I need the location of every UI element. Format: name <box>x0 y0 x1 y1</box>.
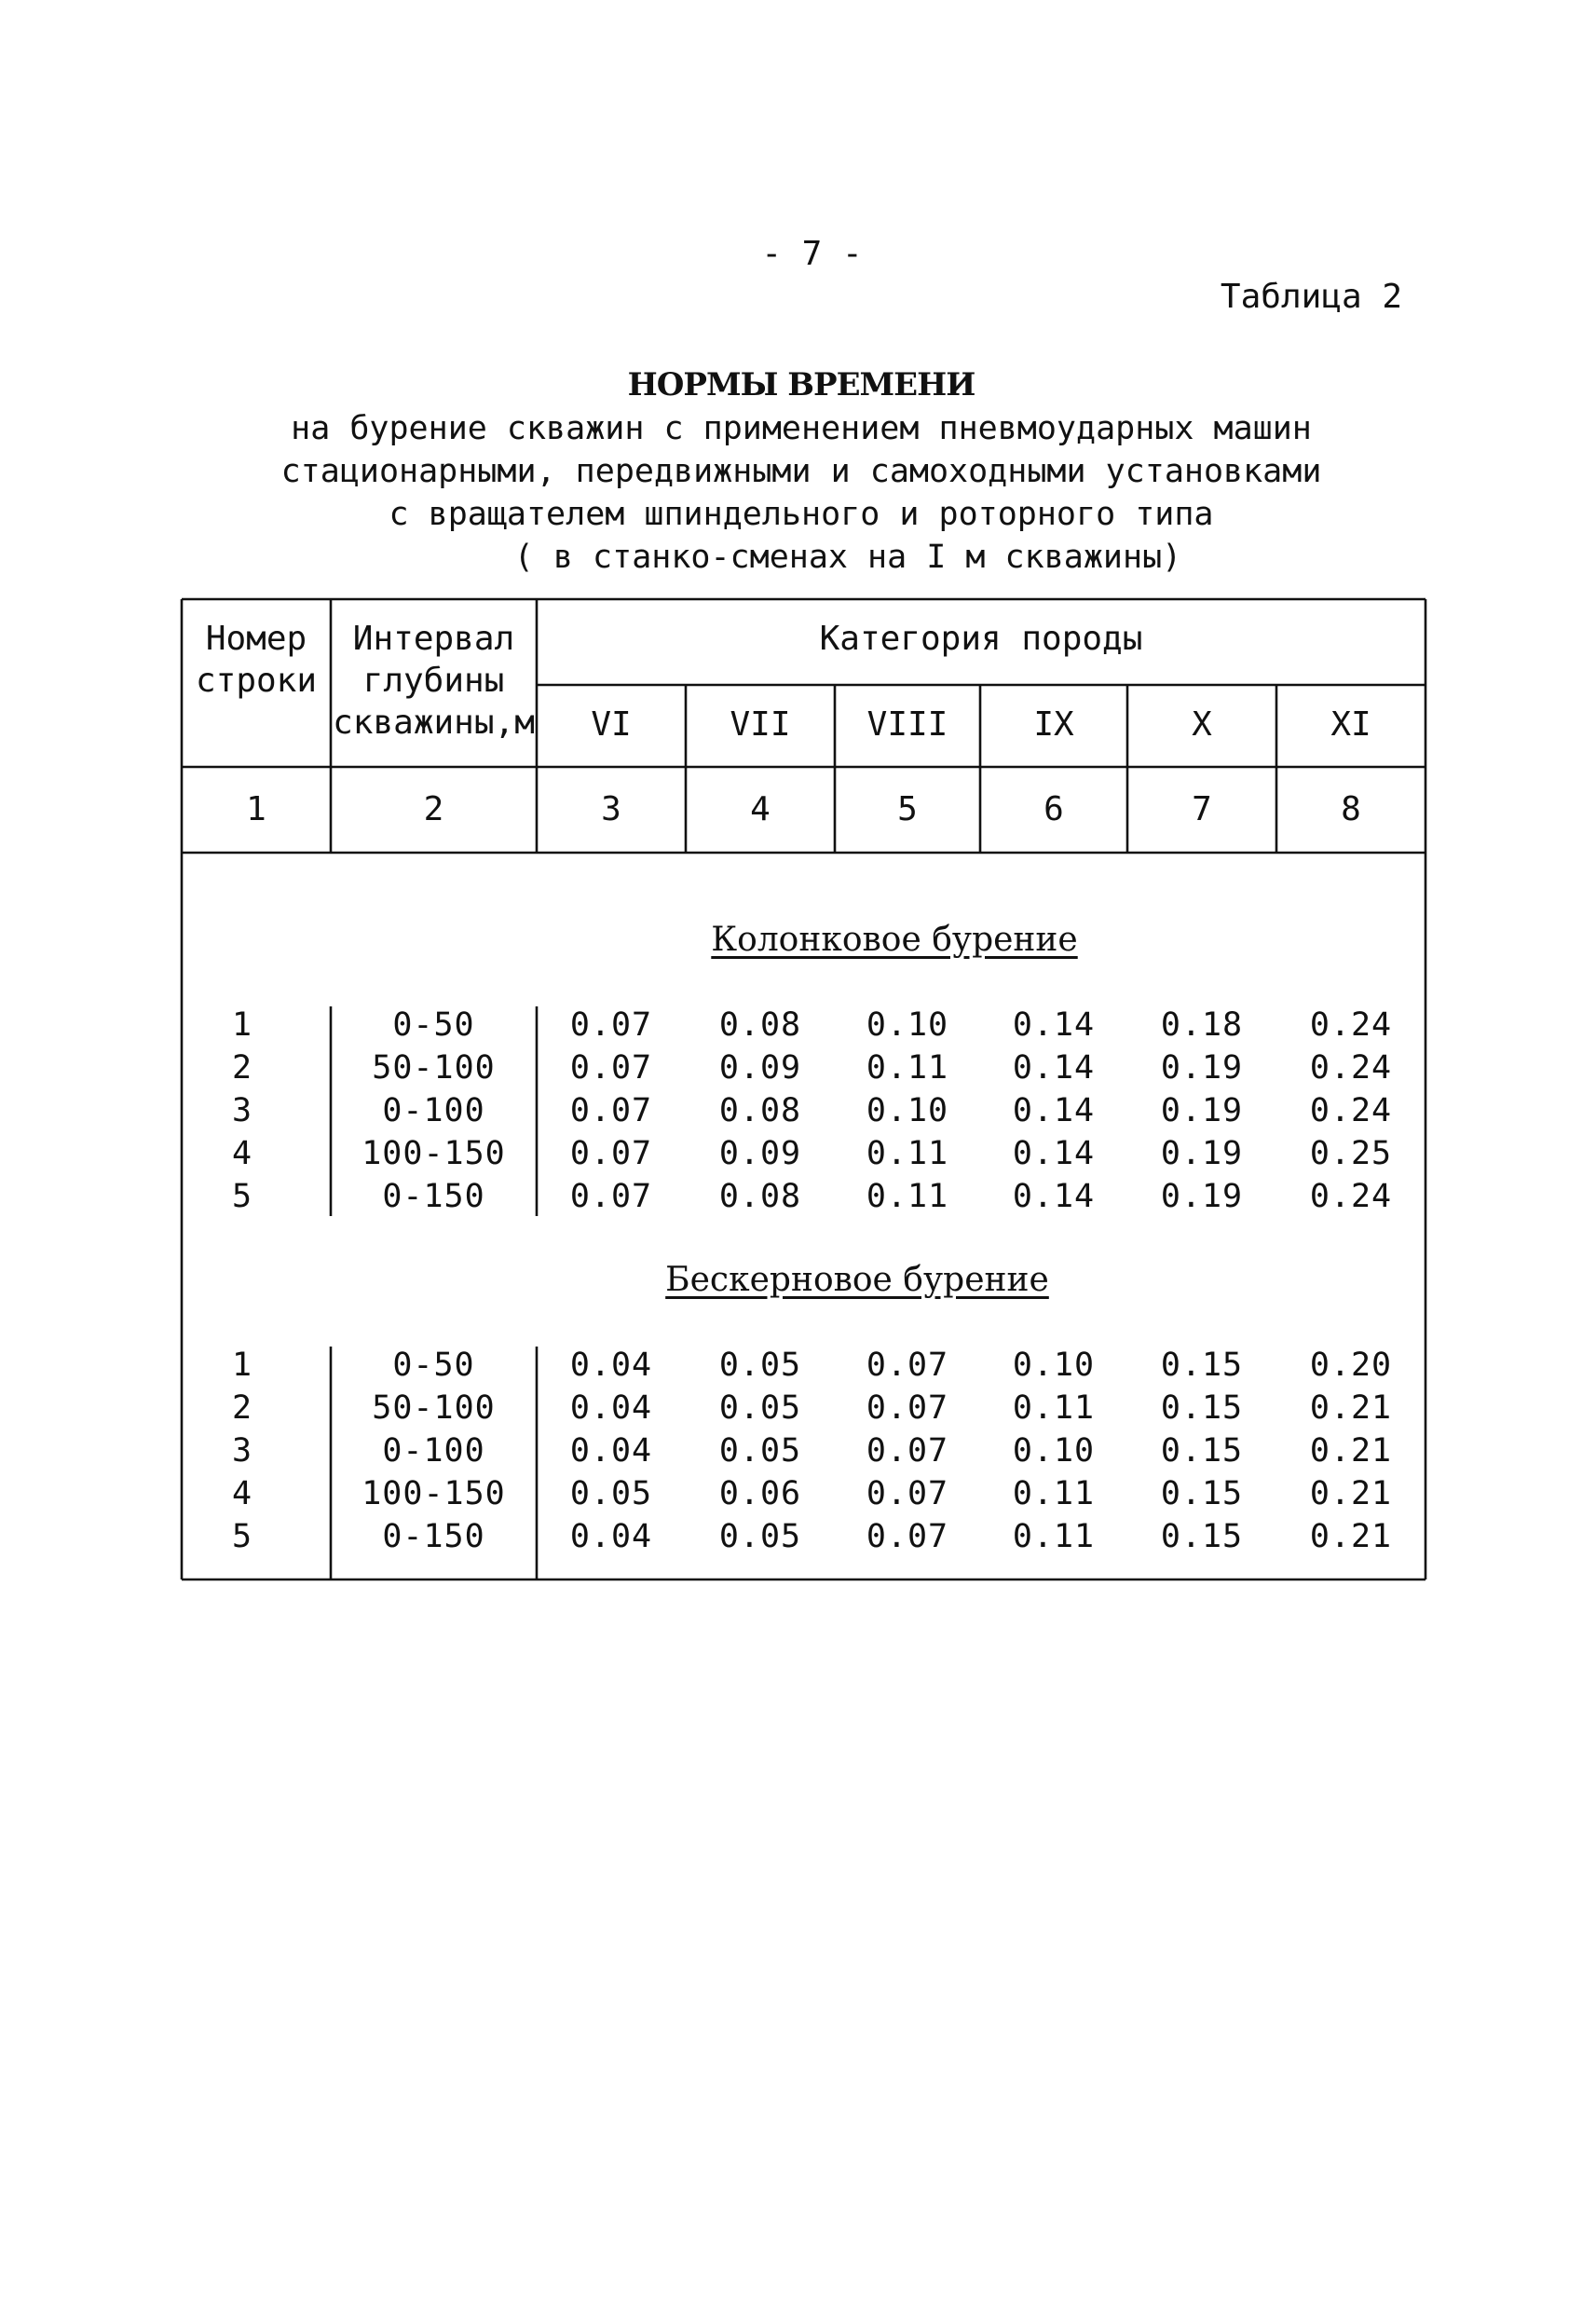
norm-value-cell: 0.20 <box>1309 1347 1393 1384</box>
header-category: Категория породы <box>819 620 1143 658</box>
norm-value-cell: 0.10 <box>1012 1432 1096 1470</box>
header-category-ix: IX <box>1033 705 1074 744</box>
section-title-coreless-drilling: Бескерновое бурение <box>665 1261 1049 1299</box>
norm-value-cell: 0.11 <box>1012 1475 1096 1512</box>
norm-value-cell: 0.21 <box>1309 1432 1393 1470</box>
norm-value-cell: 0.24 <box>1309 1049 1393 1087</box>
header-category-x: X <box>1192 705 1212 744</box>
depth-interval-cell: 0-100 <box>382 1432 485 1470</box>
norm-value-cell: 0.04 <box>569 1347 653 1384</box>
norm-value-cell: 0.15 <box>1160 1475 1244 1512</box>
norm-value-cell: 0.14 <box>1012 1178 1096 1215</box>
norm-value-cell: 0.14 <box>1012 1049 1096 1087</box>
column-number-1: 1 <box>246 790 266 828</box>
norm-value-cell: 0.07 <box>866 1518 949 1555</box>
norm-value-cell: 0.08 <box>718 1178 802 1215</box>
norm-value-cell: 0.10 <box>1012 1347 1096 1384</box>
row-number-cell: 1 <box>231 1347 253 1384</box>
norm-value-cell: 0.10 <box>866 1092 949 1129</box>
norm-value-cell: 0.15 <box>1160 1518 1244 1555</box>
depth-interval-cell: 100-150 <box>361 1135 506 1172</box>
norm-value-cell: 0.14 <box>1012 1006 1096 1044</box>
norm-value-cell: 0.24 <box>1309 1092 1393 1129</box>
row-number-cell: 5 <box>231 1518 253 1555</box>
norm-value-cell: 0.11 <box>1012 1389 1096 1427</box>
norm-value-cell: 0.04 <box>569 1432 653 1470</box>
row-number-cell: 4 <box>231 1475 253 1512</box>
norm-value-cell: 0.14 <box>1012 1135 1096 1172</box>
norm-value-cell: 0.11 <box>866 1049 949 1087</box>
column-number-7: 7 <box>1192 790 1212 828</box>
norm-value-cell: 0.07 <box>866 1432 949 1470</box>
norm-value-cell: 0.07 <box>866 1475 949 1512</box>
column-number-2: 2 <box>423 790 444 828</box>
norm-value-cell: 0.11 <box>1012 1518 1096 1555</box>
header-row-number-1: Номер <box>205 620 307 658</box>
header-row-number-2: строки <box>195 662 318 700</box>
norm-value-cell: 0.07 <box>569 1049 653 1087</box>
norm-value-cell: 0.19 <box>1160 1049 1244 1087</box>
column-number-3: 3 <box>601 790 621 828</box>
header-category-vii: VII <box>730 705 791 744</box>
row-number-cell: 2 <box>231 1389 253 1427</box>
title-line-3: с вращателем шпиндельного и роторного типа <box>389 496 1214 533</box>
column-number-4: 4 <box>750 790 771 828</box>
norm-value-cell: 0.21 <box>1309 1475 1393 1512</box>
column-number-6: 6 <box>1044 790 1064 828</box>
norm-value-cell: 0.14 <box>1012 1092 1096 1129</box>
header-interval-3: скважины,м <box>333 704 535 742</box>
norm-value-cell: 0.07 <box>569 1135 653 1172</box>
depth-interval-cell: 0-150 <box>382 1178 485 1215</box>
norm-value-cell: 0.10 <box>866 1006 949 1044</box>
depth-interval-cell: 0-100 <box>382 1092 485 1129</box>
norm-value-cell: 0.05 <box>718 1389 802 1427</box>
header-interval-2: глубины <box>362 662 505 700</box>
depth-interval-cell: 0-150 <box>382 1518 485 1555</box>
norm-value-cell: 0.11 <box>866 1178 949 1215</box>
row-number-cell: 3 <box>231 1432 253 1470</box>
norm-value-cell: 0.08 <box>718 1092 802 1129</box>
norm-value-cell: 0.19 <box>1160 1178 1244 1215</box>
norm-value-cell: 0.04 <box>569 1389 653 1427</box>
column-number-8: 8 <box>1341 790 1361 828</box>
header-category-xi: XI <box>1330 705 1371 744</box>
norm-value-cell: 0.18 <box>1160 1006 1244 1044</box>
depth-interval-cell: 50-100 <box>372 1389 496 1427</box>
row-number-cell: 5 <box>231 1178 253 1215</box>
norm-value-cell: 0.06 <box>718 1475 802 1512</box>
row-number-cell: 3 <box>231 1092 253 1129</box>
norm-value-cell: 0.25 <box>1309 1135 1393 1172</box>
norm-value-cell: 0.05 <box>569 1475 653 1512</box>
section-title-core-drilling: Колонковое бурение <box>711 921 1078 959</box>
depth-interval-cell: 50-100 <box>372 1049 496 1087</box>
row-number-cell: 4 <box>231 1135 253 1172</box>
norm-value-cell: 0.08 <box>718 1006 802 1044</box>
depth-interval-cell: 0-50 <box>392 1006 475 1044</box>
page-number: - 7 - <box>761 235 863 273</box>
depth-interval-cell: 0-50 <box>392 1347 475 1384</box>
norm-value-cell: 0.07 <box>866 1389 949 1427</box>
norm-value-cell: 0.07 <box>866 1347 949 1384</box>
title-line-1: на бурение скважин с применением пневмоударных машин <box>291 410 1312 447</box>
norm-value-cell: 0.04 <box>569 1518 653 1555</box>
header-category-viii: VIII <box>866 705 948 744</box>
norm-value-cell: 0.05 <box>718 1518 802 1555</box>
title-line-2: стационарными, передвижными и самоходными установками <box>280 453 1322 490</box>
table-title: НОРМЫ ВРЕМЕНИ <box>627 366 975 403</box>
norm-value-cell: 0.19 <box>1160 1092 1244 1129</box>
norm-value-cell: 0.24 <box>1309 1178 1393 1215</box>
row-number-cell: 2 <box>231 1049 253 1087</box>
norm-value-cell: 0.09 <box>718 1049 802 1087</box>
norm-value-cell: 0.21 <box>1309 1389 1393 1427</box>
norm-value-cell: 0.09 <box>718 1135 802 1172</box>
norm-value-cell: 0.11 <box>866 1135 949 1172</box>
table-label: Таблица 2 <box>1220 278 1402 316</box>
norm-value-cell: 0.24 <box>1309 1006 1393 1044</box>
header-interval-1: Интервал <box>352 620 515 658</box>
title-line-units: ( в станко-сменах на I м скважины) <box>513 539 1182 576</box>
norm-value-cell: 0.07 <box>569 1006 653 1044</box>
row-number-cell: 1 <box>231 1006 253 1044</box>
norm-value-cell: 0.15 <box>1160 1389 1244 1427</box>
column-number-5: 5 <box>897 790 918 828</box>
norm-value-cell: 0.07 <box>569 1178 653 1215</box>
norm-value-cell: 0.15 <box>1160 1347 1244 1384</box>
norm-value-cell: 0.07 <box>569 1092 653 1129</box>
header-category-vi: VI <box>591 705 632 744</box>
norm-value-cell: 0.05 <box>718 1432 802 1470</box>
norm-value-cell: 0.21 <box>1309 1518 1393 1555</box>
depth-interval-cell: 100-150 <box>361 1475 506 1512</box>
norm-value-cell: 0.19 <box>1160 1135 1244 1172</box>
norm-value-cell: 0.05 <box>718 1347 802 1384</box>
norm-value-cell: 0.15 <box>1160 1432 1244 1470</box>
